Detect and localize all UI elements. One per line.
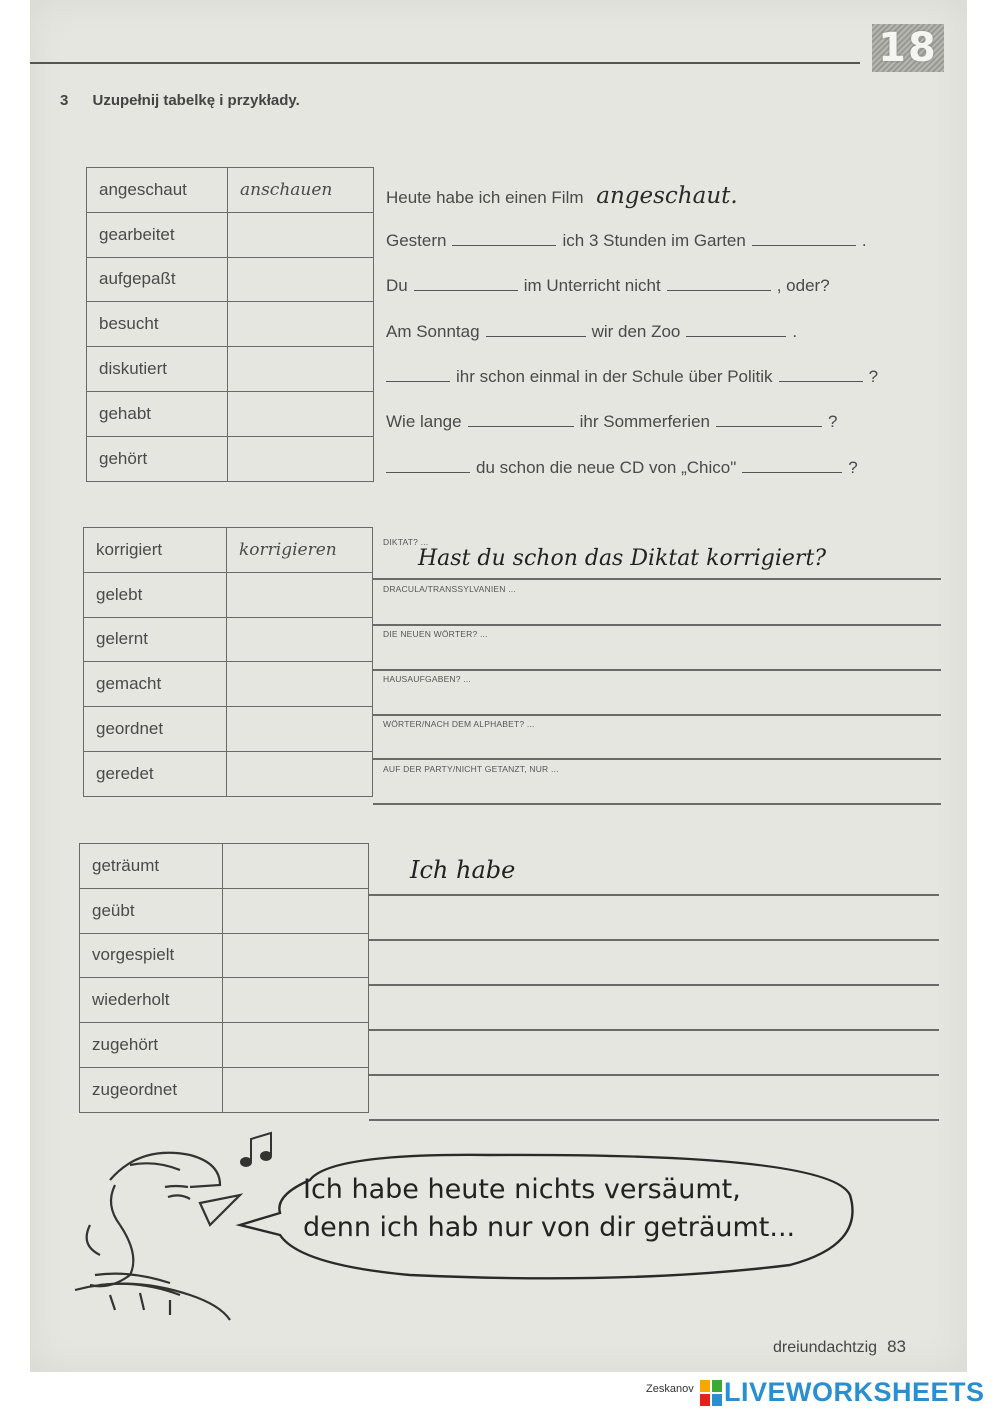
writing-line[interactable]: [373, 803, 941, 805]
participle-cell: korrigiert: [84, 528, 227, 573]
participle-cell: vorgespielt: [80, 933, 223, 978]
table-row: [87, 302, 374, 347]
infinitive-answer-cell[interactable]: [228, 436, 374, 481]
infinitive-answer-cell[interactable]: [223, 1023, 369, 1068]
sentence-5: [386, 366, 878, 387]
singing-character-icon: [75, 1153, 240, 1320]
header-rule: [30, 62, 860, 64]
infinitive-answer-cell[interactable]: [227, 572, 373, 617]
sentence-text: Gestern: [386, 231, 447, 250]
page-number: 83: [887, 1337, 906, 1356]
answer-blank[interactable]: [468, 411, 574, 427]
sentence-punct: ?: [827, 412, 838, 431]
table-row: [80, 1023, 369, 1068]
infinitive-answer-cell[interactable]: [228, 347, 374, 392]
answer-blank[interactable]: [452, 230, 556, 246]
infinitive-answer-cell[interactable]: [228, 391, 374, 436]
table-row: [87, 347, 374, 392]
table-row: [84, 707, 373, 752]
infinitive-answer-cell[interactable]: [227, 751, 373, 796]
written-answer[interactable]: Ich habe: [410, 856, 516, 884]
participle-cell: gehört: [87, 436, 228, 481]
writing-line[interactable]: [373, 624, 941, 626]
writing-cue: AUF DER PARTY/NICHT GETANZT, NUR ...: [383, 764, 559, 774]
page-badge: 18: [872, 24, 944, 72]
writing-line[interactable]: [373, 669, 941, 671]
sentence-text: im Unterricht nicht: [523, 276, 661, 295]
sentence-text: Heute habe ich einen Film: [386, 188, 584, 207]
speech-bubble-line-2: denn ich hab nur von dir geträumt...: [303, 1212, 796, 1243]
table-row: [84, 662, 373, 707]
verb-table-1: [86, 167, 374, 482]
participle-cell: wiederholt: [80, 978, 223, 1023]
page-footer: [773, 1337, 906, 1357]
participle-cell: geträumt: [80, 844, 223, 889]
table-row: [87, 257, 374, 302]
writing-line[interactable]: [369, 1119, 939, 1121]
answer-blank[interactable]: [752, 230, 856, 246]
table-row: [84, 617, 373, 662]
writing-line[interactable]: [373, 714, 941, 716]
writing-line[interactable]: [369, 984, 939, 986]
page-word: dreiundachtzig: [773, 1339, 878, 1356]
participle-cell: gearbeitet: [87, 212, 228, 257]
infinitive-answer-cell[interactable]: [228, 302, 374, 347]
sentence-2: [386, 230, 867, 251]
table-row: [80, 1067, 369, 1112]
sentence-6: [386, 411, 837, 432]
answer-blank[interactable]: [779, 366, 863, 382]
sentence-punct: .: [861, 231, 867, 250]
infinitive-answer-cell[interactable]: [227, 662, 373, 707]
verb-table-2: [83, 527, 373, 797]
answer-blank[interactable]: [716, 411, 822, 427]
table-row: [80, 933, 369, 978]
sentence-punct: ?: [848, 458, 858, 477]
answer-blank[interactable]: [386, 457, 470, 473]
table-row: [84, 751, 373, 796]
participle-cell: gemacht: [84, 662, 227, 707]
participle-cell: angeschaut: [87, 168, 228, 213]
participle-cell: zugeordnet: [80, 1067, 223, 1112]
writing-cue: HAUSAUFGABEN? ...: [383, 674, 471, 684]
exercise-instruction: [60, 92, 300, 109]
participle-cell: geredet: [84, 751, 227, 796]
writing-line[interactable]: [369, 939, 939, 941]
writing-cue: DIKTAT? ...: [383, 537, 429, 547]
exercise-text: Uzupełnij tabelkę i przykłady.: [92, 92, 300, 109]
table-row: [87, 391, 374, 436]
sentence-text: wir den Zoo: [591, 322, 681, 341]
sentence-punct: ?: [868, 367, 879, 386]
infinitive-answer-cell[interactable]: [228, 257, 374, 302]
sentence-text: ihr Sommerferien: [579, 412, 710, 431]
table-row: [87, 436, 374, 481]
written-answer[interactable]: Hast du schon das Diktat korrigiert?: [418, 546, 827, 571]
writing-cue: DRACULA/TRANSSYLVANIEN ...: [383, 584, 516, 594]
infinitive-answer-cell[interactable]: anschauen: [228, 168, 374, 213]
sentence-punct: .: [792, 322, 798, 341]
participle-cell: zugehört: [80, 1023, 223, 1068]
table-row: [84, 528, 373, 573]
infinitive-answer-cell[interactable]: korrigieren: [227, 528, 373, 573]
participle-cell: geübt: [80, 888, 223, 933]
liveworksheets-logo-icon: [700, 1380, 722, 1406]
verb-table-3: [79, 843, 369, 1113]
sentence-1: [386, 183, 738, 209]
writing-line[interactable]: [373, 578, 941, 580]
sentence-7: [386, 457, 858, 478]
exercise-number: 3: [60, 92, 69, 109]
participle-cell: gelernt: [84, 617, 227, 662]
table-row: [87, 168, 374, 213]
sentence-text: Du: [386, 276, 408, 295]
writing-cue: WÖRTER/NACH DEM ALPHABET? ...: [383, 719, 535, 729]
participle-cell: diskutiert: [87, 347, 228, 392]
writing-line[interactable]: [369, 1074, 939, 1076]
infinitive-answer-cell[interactable]: [228, 212, 374, 257]
table-row: [84, 572, 373, 617]
sentence-text: ihr schon einmal in der Schule über Politik: [456, 367, 773, 386]
sentence-text: Am Sonntag: [386, 322, 480, 341]
participle-cell: besucht: [87, 302, 228, 347]
answer-blank[interactable]: [386, 366, 450, 382]
sentence-text: Wie lange: [386, 412, 462, 431]
infinitive-answer-cell[interactable]: [223, 978, 369, 1023]
sentence-punct: , oder?: [776, 276, 830, 295]
table-row: [87, 212, 374, 257]
sentence-3: [386, 275, 830, 296]
infinitive-answer-cell[interactable]: [227, 617, 373, 662]
table-row: [80, 978, 369, 1023]
scanned-label: Zeskanov: [646, 1383, 694, 1395]
music-note-icon: [241, 1133, 271, 1166]
table-row: [80, 888, 369, 933]
answer-blank[interactable]: [742, 457, 842, 473]
infinitive-answer-cell[interactable]: [223, 844, 369, 889]
participle-cell: gehabt: [87, 391, 228, 436]
participle-cell: gelebt: [84, 572, 227, 617]
sentence-text: du schon die neue CD von „Chico": [476, 458, 737, 477]
answer-blank[interactable]: [667, 275, 771, 291]
writing-line[interactable]: [369, 894, 939, 896]
infinitive-answer-cell[interactable]: [223, 888, 369, 933]
infinitive-answer-cell[interactable]: [223, 1067, 369, 1112]
participle-cell: geordnet: [84, 707, 227, 752]
sentence-4: [386, 321, 797, 342]
writing-line[interactable]: [373, 758, 941, 760]
infinitive-answer-cell[interactable]: [223, 933, 369, 978]
table-row: [80, 844, 369, 889]
answer-blank[interactable]: [414, 275, 518, 291]
answer-blank[interactable]: [486, 321, 586, 337]
sentence-text: ich 3 Stunden im Garten: [562, 231, 746, 250]
writing-line[interactable]: [369, 1029, 939, 1031]
liveworksheets-brand[interactable]: LIVEWORKSHEETS: [724, 1377, 985, 1407]
infinitive-answer-cell[interactable]: [227, 707, 373, 752]
sentence-answer[interactable]: angeschaut.: [596, 183, 738, 209]
speech-bubble-line-1: Ich habe heute nichts versäumt,: [303, 1174, 741, 1205]
answer-blank[interactable]: [686, 321, 786, 337]
participle-cell: aufgepaßt: [87, 257, 228, 302]
writing-cue: DIE NEUEN WÖRTER? ...: [383, 629, 488, 639]
